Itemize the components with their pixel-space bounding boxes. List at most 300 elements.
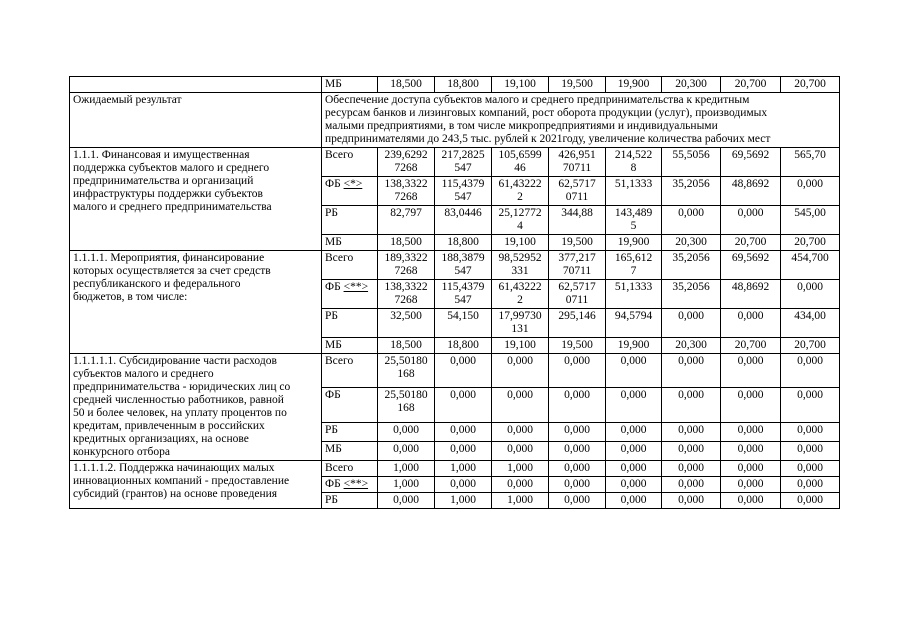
source-cell bbox=[322, 206, 378, 235]
source-label: Всего bbox=[325, 355, 354, 367]
value-line: 0,000 bbox=[678, 389, 704, 402]
expected-result-text bbox=[322, 93, 840, 148]
source-cell bbox=[322, 422, 378, 441]
value-cell bbox=[435, 477, 492, 493]
measure-label-line: 1.1.1.1.2. Поддержка начинающих малых bbox=[73, 462, 275, 474]
value-line: 0,000 bbox=[507, 423, 533, 436]
value-line: 0,000 bbox=[450, 389, 476, 402]
value-line: 51,1333 bbox=[614, 178, 653, 190]
source-cell bbox=[322, 477, 378, 493]
value-cell bbox=[606, 493, 662, 509]
value-line: 0,000 bbox=[620, 442, 647, 455]
value-line: 0,000 bbox=[564, 355, 590, 367]
value-cell bbox=[378, 461, 435, 477]
value-line: 0,000 bbox=[620, 423, 647, 436]
value-line: 189,3322 bbox=[384, 252, 428, 264]
value-line: 25,50180 bbox=[384, 389, 428, 402]
value-cell bbox=[492, 309, 549, 338]
value-line: 295,146 bbox=[558, 310, 596, 322]
value-line: 115,4379 bbox=[441, 178, 485, 190]
value-cell: 19,900 bbox=[606, 77, 662, 93]
value-line: 168 bbox=[397, 368, 415, 380]
value-cell bbox=[721, 354, 781, 388]
value-line: 0,000 bbox=[393, 423, 419, 436]
value-line: 19,500 bbox=[561, 236, 593, 248]
value-cell bbox=[549, 309, 606, 338]
value-line: 331 bbox=[511, 265, 529, 277]
measure-label-line: кредитных организациях, на основе bbox=[73, 433, 249, 445]
value-line: 5 bbox=[630, 220, 637, 232]
value-line: 19,500 bbox=[561, 339, 593, 351]
value-cell bbox=[781, 338, 840, 354]
value-line: 19,900 bbox=[617, 236, 650, 248]
value-line: 138,3322 bbox=[384, 281, 428, 293]
value-line: 0,000 bbox=[797, 478, 823, 490]
value-line: 19,900 bbox=[617, 339, 650, 351]
measure-label-line: субъектов малого и среднего bbox=[73, 368, 214, 380]
value-cell bbox=[378, 177, 435, 206]
value-line: 0,000 bbox=[678, 478, 704, 490]
measure-label-line: конкурсного отбора bbox=[73, 446, 170, 458]
value-cell bbox=[549, 148, 606, 177]
value-line: 70711 bbox=[562, 265, 592, 277]
value-cell bbox=[606, 354, 662, 388]
source-label: Всего bbox=[325, 462, 354, 474]
value-line: 7268 bbox=[394, 191, 418, 203]
measure-label-line: республиканского и федерального bbox=[73, 278, 241, 290]
value-line: 547 bbox=[454, 265, 472, 277]
value-line: 0,000 bbox=[797, 355, 823, 367]
measure-label-cell bbox=[70, 461, 322, 509]
value-cell bbox=[492, 251, 549, 280]
source-cell bbox=[322, 148, 378, 177]
value-line: 83,0446 bbox=[444, 207, 482, 219]
value-line: 46 bbox=[514, 162, 526, 174]
value-line: 239,6292 bbox=[384, 149, 428, 161]
value-cell bbox=[781, 206, 840, 235]
value-line: 545,00 bbox=[794, 207, 826, 219]
value-cell bbox=[492, 388, 549, 422]
value-cell bbox=[721, 251, 781, 280]
value-line: 54,150 bbox=[447, 310, 479, 322]
source-cell bbox=[322, 388, 378, 422]
value-line: 0,000 bbox=[737, 389, 764, 402]
table-row-top-mb bbox=[70, 77, 840, 93]
value-cell bbox=[549, 493, 606, 509]
value-cell bbox=[721, 177, 781, 206]
value-cell bbox=[606, 388, 662, 422]
value-cell bbox=[721, 206, 781, 235]
value-cell bbox=[781, 422, 840, 441]
value-line: 0,000 bbox=[737, 462, 764, 474]
value-cell bbox=[378, 206, 435, 235]
value-cell bbox=[378, 280, 435, 309]
value-line: 377,217 bbox=[558, 252, 596, 264]
value-line: 0,000 bbox=[678, 310, 704, 322]
value-cell bbox=[721, 493, 781, 509]
value-line: 0,000 bbox=[678, 494, 704, 506]
value-cell bbox=[606, 177, 662, 206]
value-cell bbox=[492, 235, 549, 251]
value-cell bbox=[492, 354, 549, 388]
value-line: 25,12772 bbox=[498, 207, 542, 219]
expected-result-line: Обеспечение доступа субъектов малого и среднего предпринимательства к кредитным bbox=[325, 94, 750, 106]
value-cell bbox=[435, 177, 492, 206]
value-line: 188,3879 bbox=[441, 252, 485, 264]
value-cell bbox=[781, 461, 840, 477]
expected-result-row bbox=[70, 93, 840, 148]
measure-label-line: предпринимательства и организаций bbox=[73, 175, 254, 187]
value-cell bbox=[435, 422, 492, 441]
value-cell bbox=[435, 206, 492, 235]
value-line: 0,000 bbox=[450, 442, 476, 455]
value-cell bbox=[606, 338, 662, 354]
value-cell bbox=[435, 461, 492, 477]
value-cell bbox=[721, 461, 781, 477]
value-cell bbox=[662, 461, 721, 477]
value-cell bbox=[492, 206, 549, 235]
value-cell bbox=[662, 354, 721, 388]
measure-label-line: 1.1.1.1.1. Субсидирование части расходов bbox=[73, 355, 277, 367]
value-line: 0711 bbox=[565, 294, 589, 306]
value-cell bbox=[435, 148, 492, 177]
source-cell bbox=[322, 338, 378, 354]
value-line: 0,000 bbox=[797, 389, 823, 402]
value-cell bbox=[721, 477, 781, 493]
value-cell bbox=[435, 441, 492, 460]
value-cell bbox=[606, 477, 662, 493]
value-line: 0,000 bbox=[564, 478, 590, 490]
value-line: 0,000 bbox=[564, 423, 590, 436]
measure-label-line: малого и среднего предпринимательства bbox=[73, 201, 272, 213]
value-line: 217,2825 bbox=[441, 149, 485, 161]
value-line: 61,43222 bbox=[498, 178, 542, 190]
source-label: РБ bbox=[325, 310, 338, 322]
source-label: МБ bbox=[325, 236, 342, 248]
value-cell bbox=[549, 251, 606, 280]
value-line: 20,700 bbox=[794, 339, 826, 351]
value-cell bbox=[435, 251, 492, 280]
value-line: 0,000 bbox=[678, 462, 704, 474]
value-cell bbox=[492, 493, 549, 509]
value-line: 344,88 bbox=[561, 207, 593, 219]
value-line: 20,300 bbox=[675, 339, 707, 351]
source-cell bbox=[322, 354, 378, 388]
value-cell bbox=[378, 309, 435, 338]
value-line: 7 bbox=[630, 265, 637, 277]
empty-label-cell bbox=[70, 77, 322, 93]
table-row bbox=[70, 251, 840, 280]
source-label: РБ bbox=[325, 207, 338, 219]
value-line: 35,2056 bbox=[672, 252, 710, 264]
table-body bbox=[70, 77, 840, 509]
measure-label-line: субсидий (грантов) на основе проведения bbox=[73, 488, 278, 500]
value-cell bbox=[781, 177, 840, 206]
value-line: 0,000 bbox=[737, 478, 764, 490]
value-line: 18,800 bbox=[447, 236, 479, 248]
measure-label-cell bbox=[70, 148, 322, 251]
value-cell bbox=[721, 309, 781, 338]
value-line: 0,000 bbox=[450, 423, 476, 436]
value-cell bbox=[606, 206, 662, 235]
value-line: 18,800 bbox=[447, 339, 479, 351]
footnote-link[interactable]: <**> bbox=[343, 478, 369, 490]
source-cell bbox=[322, 441, 378, 460]
value-line: 547 bbox=[454, 191, 472, 203]
source-label: ФБ bbox=[325, 478, 341, 490]
value-cell: 20,300 bbox=[662, 77, 721, 93]
value-line: 20,300 bbox=[675, 236, 707, 248]
value-cell bbox=[549, 441, 606, 460]
value-cell bbox=[721, 441, 781, 460]
value-line: 48,8692 bbox=[731, 178, 770, 190]
value-cell bbox=[378, 493, 435, 509]
value-cell bbox=[378, 251, 435, 280]
value-cell bbox=[549, 422, 606, 441]
value-cell bbox=[662, 309, 721, 338]
value-line: 20,700 bbox=[734, 236, 767, 248]
value-line: 0,000 bbox=[507, 389, 533, 402]
expected-result-line: предпринимателями до 243,5 тыс. рублей к 2021году, увеличение количества рабочих мест bbox=[325, 133, 771, 145]
value-cell bbox=[435, 309, 492, 338]
value-line: 0,000 bbox=[678, 207, 704, 219]
table-row bbox=[70, 148, 840, 177]
value-line: 547 bbox=[454, 162, 472, 174]
table-row bbox=[70, 461, 840, 477]
expected-result-line: ресурсам банков и лизинговых компаний, рост оборота продукции (услуг), производимых bbox=[325, 107, 768, 119]
footnote-link[interactable]: <**> bbox=[343, 281, 369, 293]
value-line: 4 bbox=[517, 220, 523, 232]
value-cell bbox=[549, 461, 606, 477]
value-line: 0,000 bbox=[737, 494, 764, 506]
source-label: ФБ bbox=[325, 389, 341, 402]
measure-label-cell bbox=[70, 354, 322, 461]
value-line: 2 bbox=[517, 191, 523, 203]
value-line: 0,000 bbox=[620, 478, 647, 490]
value-line: 19,100 bbox=[504, 339, 536, 351]
value-line: 1,000 bbox=[393, 478, 419, 490]
value-line: 0,000 bbox=[564, 442, 590, 455]
value-line: 138,3322 bbox=[384, 178, 428, 190]
value-line: 0,000 bbox=[737, 310, 764, 322]
financing-table bbox=[69, 76, 840, 509]
source-label: МБ bbox=[325, 339, 342, 351]
value-cell bbox=[781, 441, 840, 460]
value-cell bbox=[662, 251, 721, 280]
value-cell bbox=[781, 235, 840, 251]
value-cell bbox=[378, 235, 435, 251]
value-line: 0,000 bbox=[507, 442, 533, 455]
value-line: 1,000 bbox=[507, 462, 533, 474]
value-cell bbox=[606, 280, 662, 309]
value-cell bbox=[435, 338, 492, 354]
value-line: 1,000 bbox=[393, 462, 419, 474]
value-cell bbox=[781, 251, 840, 280]
value-line: 143,489 bbox=[614, 207, 653, 219]
value-line: 0,000 bbox=[620, 494, 647, 506]
measure-label-cell bbox=[70, 251, 322, 354]
value-cell bbox=[492, 422, 549, 441]
value-cell bbox=[435, 388, 492, 422]
value-cell bbox=[606, 148, 662, 177]
value-cell bbox=[378, 388, 435, 422]
value-cell bbox=[662, 338, 721, 354]
value-line: 61,43222 bbox=[498, 281, 542, 293]
value-line: 0,000 bbox=[620, 389, 647, 402]
value-cell: 19,500 bbox=[549, 77, 606, 93]
value-line: 62,5717 bbox=[558, 178, 596, 190]
value-cell bbox=[549, 235, 606, 251]
value-cell bbox=[721, 280, 781, 309]
value-line: 426,951 bbox=[558, 149, 596, 161]
value-line: 0,000 bbox=[507, 355, 533, 367]
value-cell bbox=[549, 388, 606, 422]
expected-result-line: малыми предприятиями, в том числе микропредприятиями и индивидуальными bbox=[325, 120, 718, 132]
value-line: 0,000 bbox=[737, 207, 764, 219]
source-cell bbox=[322, 493, 378, 509]
value-cell bbox=[721, 235, 781, 251]
value-cell bbox=[549, 477, 606, 493]
measure-label-line: которых осуществляется за счет средств bbox=[73, 265, 271, 277]
value-cell bbox=[606, 461, 662, 477]
value-line: 0,000 bbox=[564, 389, 590, 402]
value-cell bbox=[492, 177, 549, 206]
value-line: 0,000 bbox=[564, 462, 590, 474]
value-line: 454,700 bbox=[791, 252, 829, 264]
value-cell bbox=[606, 441, 662, 460]
value-line: 20,700 bbox=[794, 236, 826, 248]
source-cell: МБ bbox=[322, 77, 378, 93]
value-cell bbox=[781, 477, 840, 493]
footnote-link[interactable]: <*> bbox=[343, 178, 363, 190]
value-line: 35,2056 bbox=[672, 178, 710, 190]
source-label: РБ bbox=[325, 494, 338, 506]
expected-result-label: Ожидаемый результат bbox=[70, 93, 322, 148]
value-line: 115,4379 bbox=[441, 281, 485, 293]
source-cell bbox=[322, 309, 378, 338]
measure-label-line: инфраструктуры поддержки субъектов bbox=[73, 188, 263, 200]
value-cell bbox=[721, 388, 781, 422]
measure-label-line: 1.1.1. Финансовая и имущественная bbox=[73, 149, 250, 161]
source-label: РБ bbox=[325, 423, 338, 436]
value-line: 0,000 bbox=[797, 281, 823, 293]
value-cell bbox=[662, 280, 721, 309]
value-line: 19,100 bbox=[504, 236, 536, 248]
value-cell bbox=[378, 477, 435, 493]
value-line: 55,5056 bbox=[672, 149, 710, 161]
value-cell bbox=[549, 206, 606, 235]
value-cell bbox=[781, 309, 840, 338]
value-cell bbox=[549, 177, 606, 206]
value-line: 0,000 bbox=[797, 462, 823, 474]
source-cell bbox=[322, 235, 378, 251]
value-cell bbox=[549, 338, 606, 354]
value-cell bbox=[781, 148, 840, 177]
value-cell bbox=[721, 422, 781, 441]
value-line: 69,5692 bbox=[731, 149, 770, 161]
value-line: 35,2056 bbox=[672, 281, 710, 293]
value-line: 1,000 bbox=[507, 494, 533, 506]
value-line: 48,8692 bbox=[731, 281, 770, 293]
value-line: 18,500 bbox=[390, 236, 422, 248]
value-cell bbox=[781, 280, 840, 309]
value-line: 0,000 bbox=[797, 494, 823, 506]
source-cell bbox=[322, 461, 378, 477]
value-line: 0711 bbox=[565, 191, 589, 203]
measure-label-line: кредитам, привлеченным в российских bbox=[73, 420, 265, 432]
value-cell bbox=[606, 309, 662, 338]
value-line: 168 bbox=[397, 402, 415, 415]
value-line: 17,99730 bbox=[498, 310, 542, 322]
value-line: 0,000 bbox=[393, 442, 419, 455]
value-cell bbox=[492, 461, 549, 477]
value-cell: 19,100 bbox=[492, 77, 549, 93]
value-line: 0,000 bbox=[737, 355, 764, 367]
value-cell: 18,800 bbox=[435, 77, 492, 93]
value-cell bbox=[492, 338, 549, 354]
value-line: 565,70 bbox=[794, 149, 826, 161]
value-cell bbox=[435, 280, 492, 309]
measure-label-line: предпринимательства - юридических лиц со bbox=[73, 381, 291, 393]
source-label: МБ bbox=[325, 442, 342, 455]
value-cell bbox=[549, 280, 606, 309]
value-cell bbox=[492, 280, 549, 309]
value-cell bbox=[378, 354, 435, 388]
value-line: 0,000 bbox=[620, 355, 647, 367]
value-line: 0,000 bbox=[737, 423, 764, 436]
value-cell bbox=[662, 235, 721, 251]
table-row bbox=[70, 354, 840, 388]
value-line: 32,500 bbox=[390, 310, 422, 322]
value-line: 8 bbox=[630, 162, 637, 174]
value-cell bbox=[492, 477, 549, 493]
source-label: Всего bbox=[325, 149, 354, 161]
value-line: 69,5692 bbox=[731, 252, 770, 264]
value-line: 62,5717 bbox=[558, 281, 596, 293]
value-cell bbox=[378, 148, 435, 177]
value-cell bbox=[662, 493, 721, 509]
value-line: 214,522 bbox=[614, 149, 653, 161]
value-line: 131 bbox=[511, 323, 529, 335]
value-line: 434,00 bbox=[794, 310, 826, 322]
value-line: 98,52952 bbox=[498, 252, 542, 264]
value-cell bbox=[781, 388, 840, 422]
value-cell bbox=[378, 338, 435, 354]
value-line: 0,000 bbox=[737, 442, 764, 455]
value-cell bbox=[435, 235, 492, 251]
measure-label-line: бюджетов, в том числе: bbox=[73, 291, 188, 303]
value-cell bbox=[662, 177, 721, 206]
value-line: 1,000 bbox=[450, 462, 476, 474]
source-label: Всего bbox=[325, 252, 354, 264]
value-line: 0,000 bbox=[450, 355, 476, 367]
value-cell: 18,500 bbox=[378, 77, 435, 93]
source-label: ФБ bbox=[325, 281, 341, 293]
value-line: 25,50180 bbox=[384, 355, 428, 367]
value-cell: 20,700 bbox=[721, 77, 781, 93]
value-cell bbox=[662, 388, 721, 422]
source-cell bbox=[322, 280, 378, 309]
measure-label-line: средней численностью работников, равной bbox=[73, 394, 284, 406]
source-label: ФБ bbox=[325, 178, 341, 190]
value-line: 70711 bbox=[562, 162, 592, 174]
value-line: 7268 bbox=[394, 162, 418, 174]
value-line: 1,000 bbox=[450, 494, 476, 506]
value-cell bbox=[435, 354, 492, 388]
value-line: 547 bbox=[454, 294, 472, 306]
value-cell bbox=[378, 441, 435, 460]
value-cell bbox=[549, 354, 606, 388]
